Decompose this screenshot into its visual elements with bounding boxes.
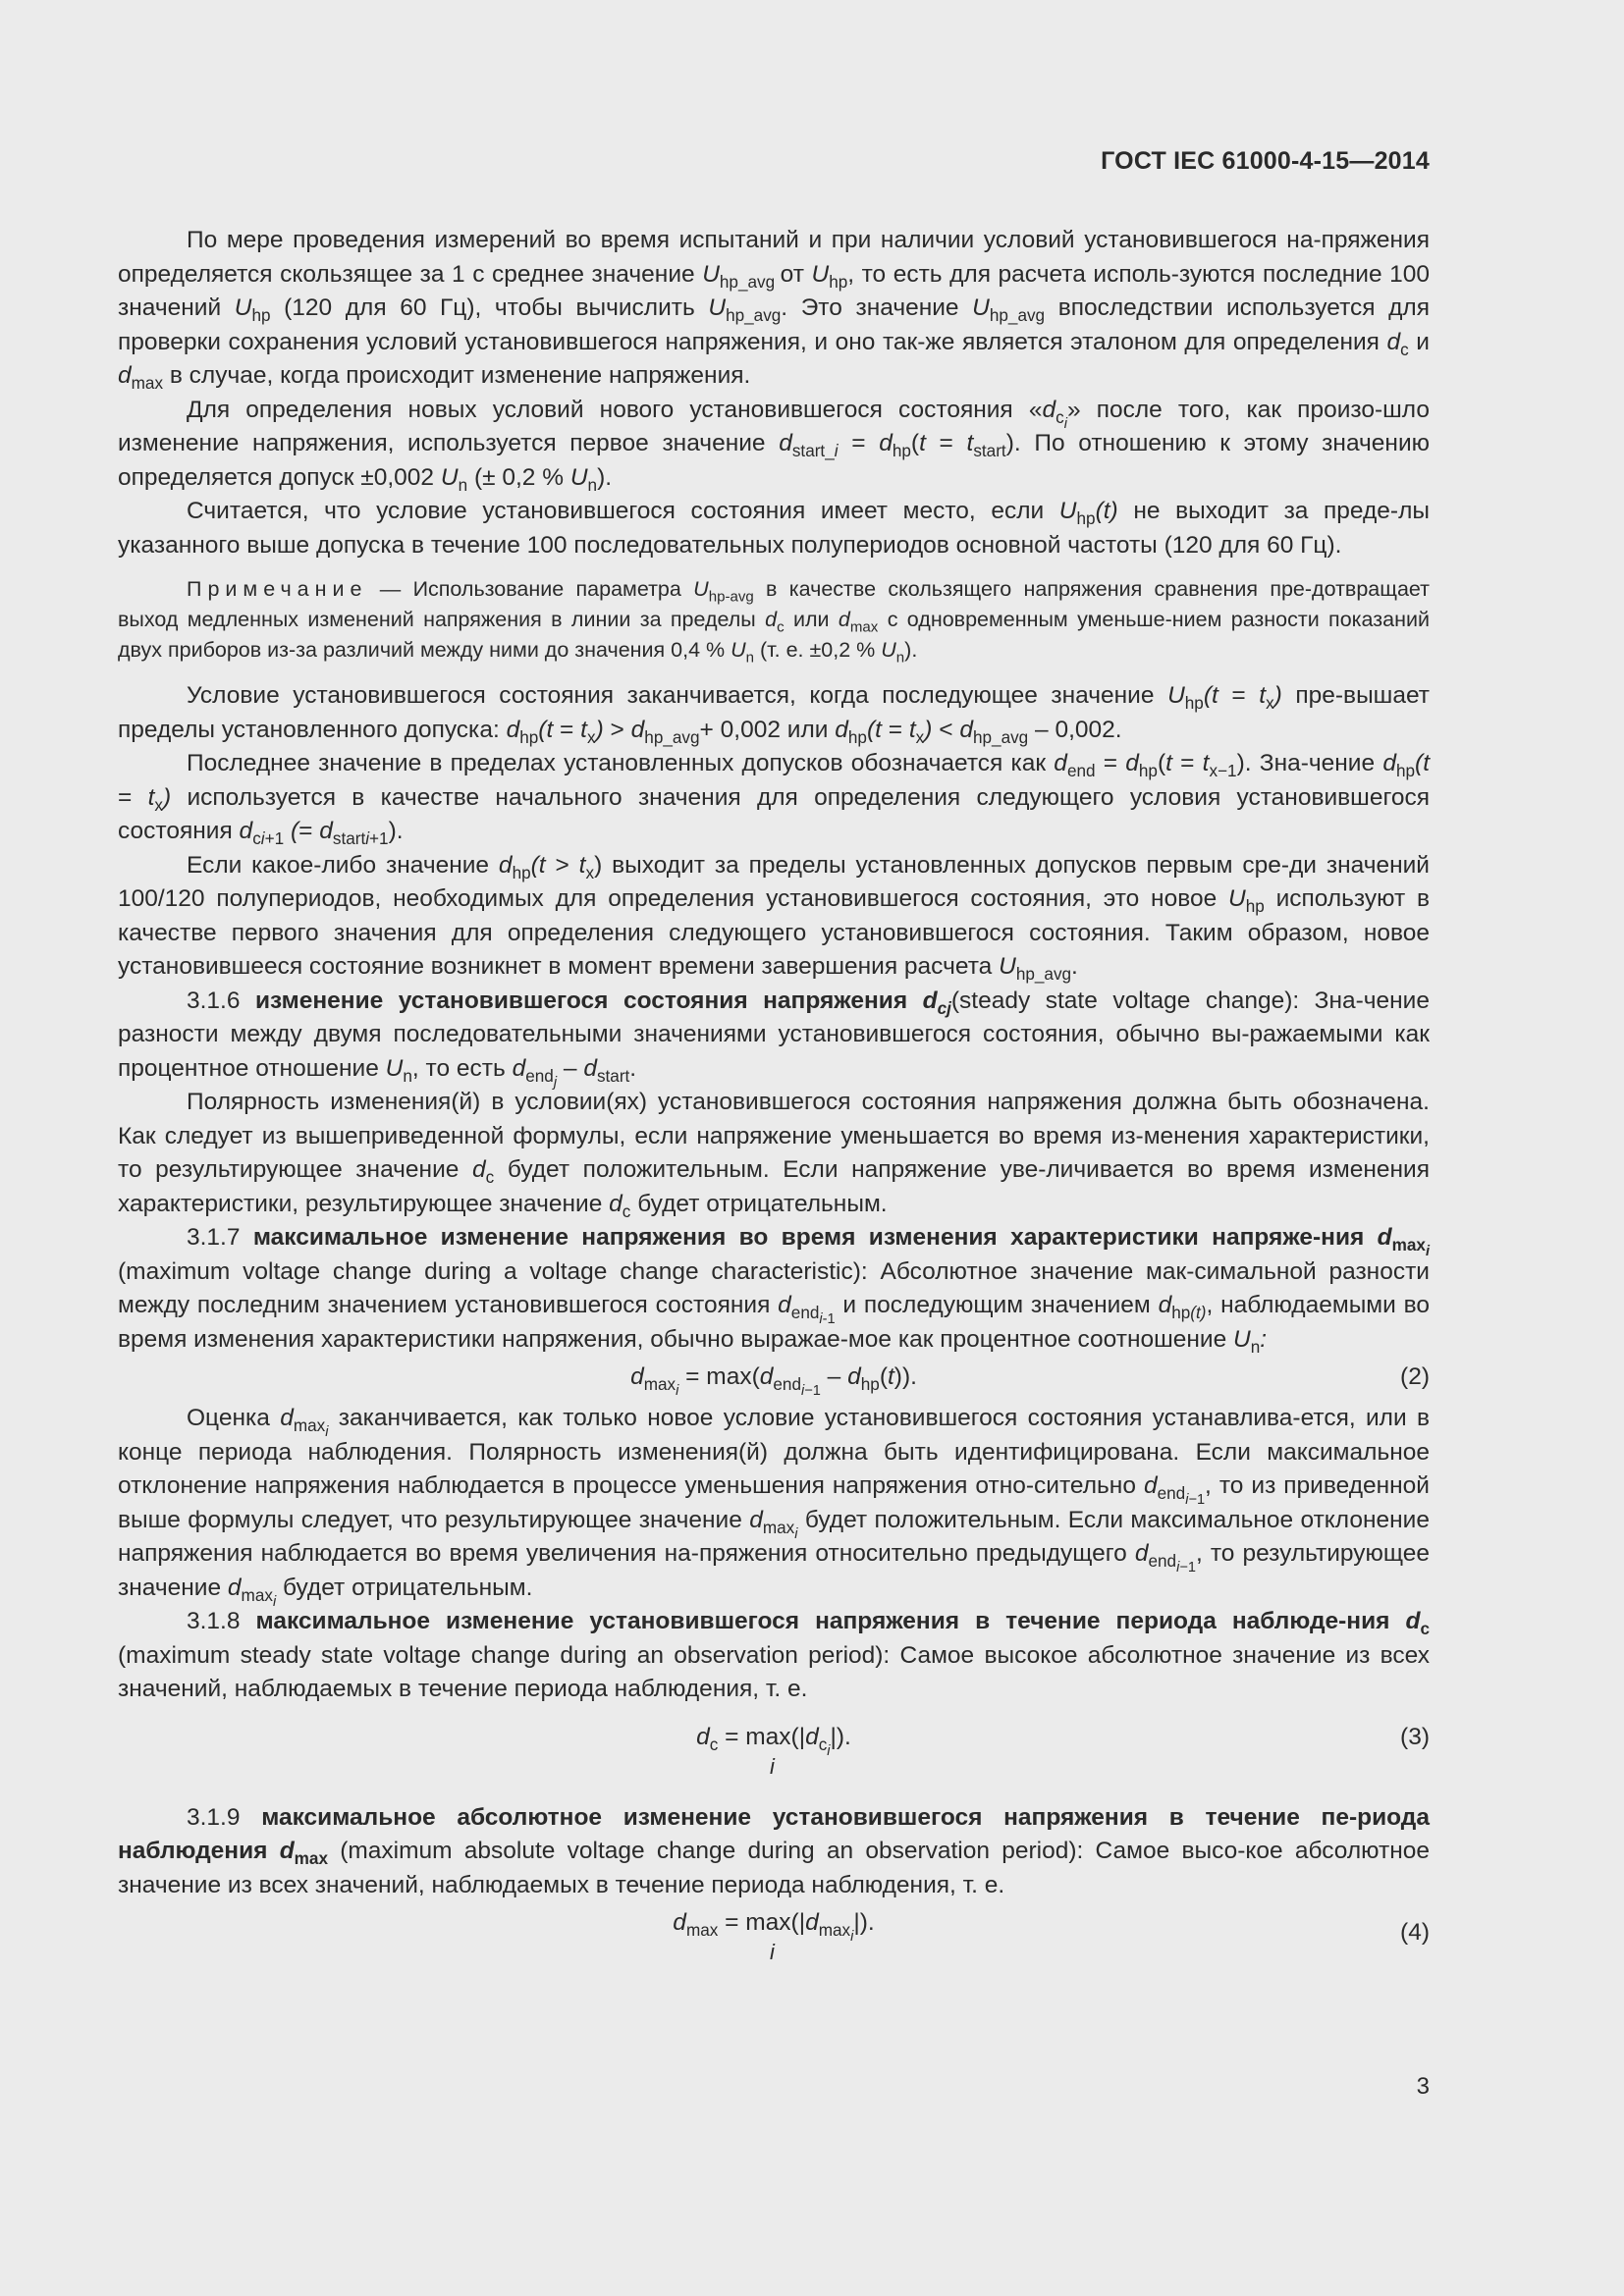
equation-3 <box>118 1717 1430 1788</box>
section-number: 3.1.6 <box>187 987 241 1014</box>
equation-number: (3) <box>1400 1723 1430 1750</box>
equation-2 <box>118 1357 1430 1402</box>
paragraph-condition: Считается, что условие установившегося состояния имеет место, если $U_{hp}(t)$ не выходит за преде-лы указанного выше допуска в течение 100 последовательных полупериодов основной частоты (120 для 60 Гц). <box>118 498 1430 559</box>
section-number: 3.1.7 <box>187 1224 241 1251</box>
equation-body: $d_c = \max(|d_{c_i}|)$. <box>696 1723 851 1759</box>
term: максимальное абсолютное изменение установившегося напряжения в течение пе-риода наблюдения <box>118 1803 1430 1864</box>
page-number: 3 <box>1416 2073 1430 2100</box>
note: Примечание — Использование параметра $U_{hp-avg}$ в качестве скользящего напряжения сравнения пре-дотвращает выход медленных изменений напряжения в линии за пределы $d_c$ или $d_{max}$ с одновременным уменьше-нием разности показаний двух приборов из-за различий между ними до значения 0,4 % $U_n$ (т. е. ±0,2 % $U_n$). <box>118 577 1430 667</box>
equation-body: $d_{max_i} = \max(d_{end_{i-1}} - d_{hp}(t))$. <box>630 1363 917 1400</box>
term: максимальное изменение установившегося напряжения в течение периода наблюде-ния <box>255 1608 1390 1634</box>
note-label: Примечание <box>187 577 368 601</box>
equation-subscript: i <box>770 1753 775 1779</box>
section-3-1-9: 3.1.9 максимальное абсолютное изменение установившегося напряжения в течение пе-риода наблюдения $d_{max}$ (maximum absolute voltage change during an observation period): Самое высо-кое абсолютное значение из всех значений, наблюдаемых в течение периода наблюдения, т. е. <box>118 1803 1431 1898</box>
paragraph-end-condition: Условие установившегося состояния заканчивается, когда последующее значение $U_{hp}(t = t_x)$ пре-вышает пределы установленного допуска: $d_{hp}(t = t_x) > d_{hp\_avg}+ 0,002$ или $d_{hp}(t = t_x) < d_{hp\_avg} - 0,002$. <box>118 682 1430 747</box>
equation-number: (2) <box>1400 1363 1430 1390</box>
equation-4 <box>118 1902 1430 1973</box>
document-page <box>118 0 1430 2296</box>
paragraph-polarity: Полярность изменения(й) в условии(ях) установившегося состояния напряжения должна быть обозначена. Как следует из вышеприведенной формулы, если напряжение уменьшается во время из-менения характеристики, то результирующее значение $d_c$ будет положительным. Если напряжение уве-личивается во время изменения характеристики, результирующее значение $d_c$ будет отрицательным. <box>118 1089 1431 1221</box>
term: изменение установившегося состояния напряжения <box>255 987 908 1014</box>
section-number: 3.1.8 <box>187 1608 241 1634</box>
section-3-1-7: 3.1.7 максимальное изменение напряжения во время изменения характеристики напряже-ния $d_{max_i}$ (maximum voltage change during a voltage change characteristic): Абсолютное значение мак-симальной разности между последним значением установившегося состояния $d_{end_{i-1}}$ и последующим значением $d_{hp(t)}$, наблюдаемыми во время изменения характеристики напряжения, обычно выражае-мое как процентное соотношение $U_n$: <box>118 1224 1431 1357</box>
paragraph-new-steady-state: Для определения новых условий нового установившегося состояния «$d_{c_i}$» после того, как произо-шло изменение напряжения, используется первое значение $d_{start\_i} = d_{hp}(t = t_{start})$. По отношению к этому значению определяется допуск ±0,002 $U_n$ (± 0,2 % $U_n$). <box>118 396 1431 495</box>
paragraph-out-of-tolerance: Если какое-либо значение $d_{hp}(t > t_x)$ выходит за пределы установленных допусков первым сре-ди значений 100/120 полупериодов, необходимых для определения установившегося состояния, это новое $U_{hp}$ используют в качестве первого значения для определения следующего установившегося состояния. Таким образом, новое установившееся состояние возникнет в момент времени завершения расчета $U_{hp\_avg}$. <box>118 851 1430 984</box>
equation-body: $d_{max} = \max(|d_{max_i}|)$. <box>673 1909 875 1946</box>
paragraph-moving-average: По мере проведения измерений во время испытаний и при наличии условий установившегося на-пряжения определяется скользящее за 1 с среднее значение $U_{hp\_avg}$ от $U_{hp}$, то есть для расчета исполь-зуются последние 100 значений $U_{hp}$ (120 для 60 Гц), чтобы вычислить $U_{hp\_avg}$. Это значение $U_{hp\_avg}$ впоследствии используется для проверки сохранения условий установившегося напряжения, и оно так-же является эталоном для определения $d_c$ и $d_{max}$ в случае, когда происходит изменение напряжения. <box>118 227 1431 393</box>
paragraph-last-value: Последнее значение в пределах установленных допусков обозначается как $d_{end} = d_{hp}(t = t_{x-1})$. Зна-чение $d_{hp}(t = t_x)$ используется в качестве начального значения для определения следующего условия установившегося состояния $d_{ci+1}$ (= $d_{starti+1}$). <box>118 750 1431 848</box>
section-3-1-6: 3.1.6 изменение установившегося состояния напряжения $d_{cj}(steady$ state voltage change): Зна-чение разности между двумя последовательными значениями установившегося состояния, обычно вы-ражаемыми как процентное отношение $U_n$, то есть $d_{end_j} - d_{start}$. <box>118 987 1430 1091</box>
equation-subscript: i <box>770 1940 775 1964</box>
document-body <box>118 224 1430 1973</box>
paragraph-evaluation: Оценка $d_{max_i}$ заканчивается, как только новое условие установившегося состояния устанавлива-ется, или в конце периода наблюдения. Полярность изменения(й) должна быть идентифицирована. Если максимальное отклонение напряжения наблюдается в процессе уменьшения напряжения отно-сительно $d_{end_{i-1}}$, то из приведенной выше формулы следует, что результирующее значение $d_{max_i}$ будет положительным. Если максимальное отклонение напряжения наблюдается во время увеличения на-пряжения относительно предыдущего $d_{end_{i-1}}$, то результирующее значение $d_{max_i}$ будет отрицательным. <box>118 1405 1430 1610</box>
term: максимальное изменение напряжения во время изменения характеристики напряже-ния <box>252 1224 1365 1251</box>
section-number: 3.1.9 <box>187 1803 241 1831</box>
section-3-1-8: 3.1.8 максимальное изменение установившегося напряжения в течение периода наблюде-ния $d_c$ (maximum steady state voltage change during an observation period): Самое высокое абсолютное значение из всех значений, наблюдаемых в течение периода наблюдения, т. е. <box>118 1608 1431 1702</box>
equation-number: (4) <box>1400 1919 1430 1946</box>
document-header: ГОСТ IEC 61000-4-15—2014 <box>1101 147 1430 175</box>
